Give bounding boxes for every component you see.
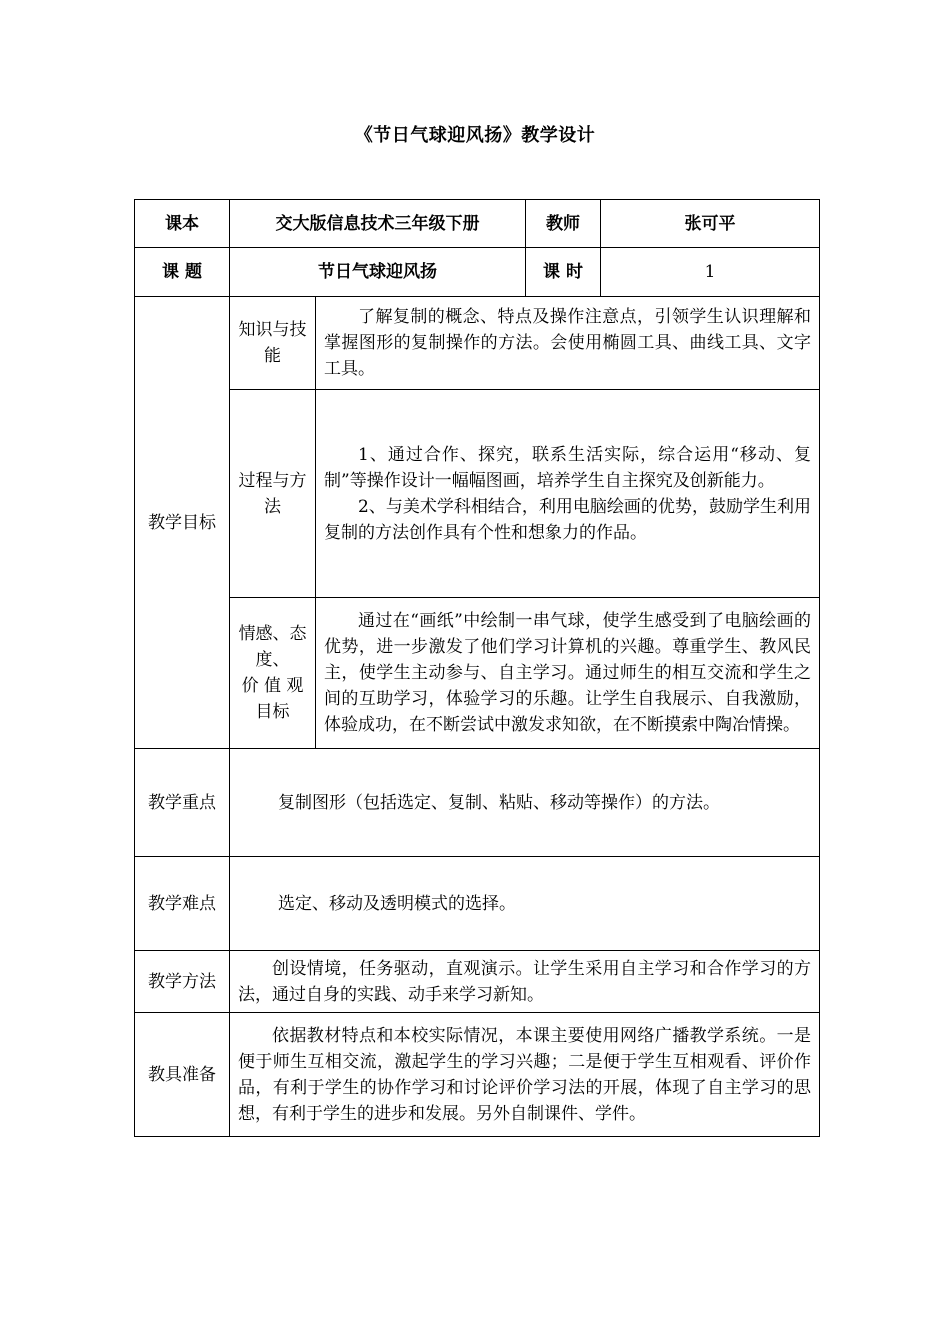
emotion-label	[230, 598, 316, 749]
process-paragraph-2: 2、与美术学科相结合，利用电脑绘画的优势，鼓励学生利用复制的方法创作具有个性和想象力的作品。	[324, 496, 811, 543]
teacher-value: 张可平	[601, 200, 820, 248]
difficulties-text: 选定、移动及透明模式的选择。	[230, 857, 820, 951]
teacher-label: 教师	[526, 200, 601, 248]
table-row	[135, 390, 820, 598]
process-label: 过程与方法	[230, 390, 316, 598]
emotion-paragraph: 通过在“画纸”中绘制一串气球，使学生感受到了电脑绘画的优势，进一步激发了他们学习计算机的兴趣。尊重学生、教风民主，使学生主动参与、自主学习。通过师生的相互交流和学生之间的互助学习，体验学习的乐趣。让学生自我展示、自我激励，体验成功，在不断尝试中激发求知欲，在不断摸索中陶冶情操。	[324, 611, 811, 735]
emotion-label-line-4: 目标	[255, 702, 290, 722]
hours-value: 1	[601, 248, 820, 297]
tools-label: 教具准备	[135, 1013, 230, 1137]
key-points-label: 教学重点	[135, 749, 230, 857]
page-title: 《节日气球迎风扬》教学设计	[354, 125, 596, 146]
emotion-label-line-1: 情感、态	[238, 624, 307, 644]
lesson-plan-table	[134, 199, 820, 1137]
tools-text	[230, 1013, 820, 1137]
methods-label: 教学方法	[135, 951, 230, 1013]
process-paragraph-1: 1、通过合作、探究，联系生活实际，综合运用“移动、复制”等操作设计一幅幅图画，培养学生自主探究及创新能力。	[324, 444, 811, 491]
methods-text	[230, 951, 820, 1013]
knowledge-paragraph: 了解复制的概念、特点及操作注意点，引领学生认识理解和掌握图形的复制操作的方法。会使用椭圆工具、曲线工具、文字工具。	[324, 307, 811, 379]
emotion-label-line-3: 价 值 观	[241, 676, 304, 696]
table-row	[135, 598, 820, 749]
course-value: 交大版信息技术三年级下册	[230, 200, 526, 248]
topic-value: 节日气球迎风扬	[230, 248, 526, 297]
table-row	[135, 951, 820, 1013]
table-row	[135, 297, 820, 390]
emotion-text	[316, 598, 820, 749]
tools-paragraph: 依据教材特点和本校实际情况，本课主要使用网络广播教学系统。一是便于师生互相交流，激起学生的学习兴趣；二是便于学生互相观看、评价作品，有利于学生的协作学习和讨论评价学习法的开展，体现了自主学习的思想，有利于学生的进步和发展。另外自制课件、学件。	[238, 1025, 811, 1124]
table-row	[135, 749, 820, 857]
knowledge-text	[316, 297, 820, 390]
table-row	[135, 248, 820, 297]
difficulties-label: 教学难点	[135, 857, 230, 951]
topic-label: 课 题	[135, 248, 230, 297]
goals-label: 教学目标	[135, 297, 230, 749]
emotion-label-line-2: 度、	[255, 650, 290, 670]
methods-paragraph: 创设情境，任务驱动，直观演示。让学生采用自主学习和合作学习的方法，通过自身的实践、动手来学习新知。	[238, 958, 811, 1005]
table-row	[135, 200, 820, 248]
course-label: 课本	[135, 200, 230, 248]
process-text	[316, 390, 820, 598]
knowledge-label: 知识与技能	[230, 297, 316, 390]
hours-label: 课 时	[526, 248, 601, 297]
key-points-text: 复制图形（包括选定、复制、粘贴、移动等操作）的方法。	[230, 749, 820, 857]
table-row	[135, 1013, 820, 1137]
table-row	[135, 857, 820, 951]
